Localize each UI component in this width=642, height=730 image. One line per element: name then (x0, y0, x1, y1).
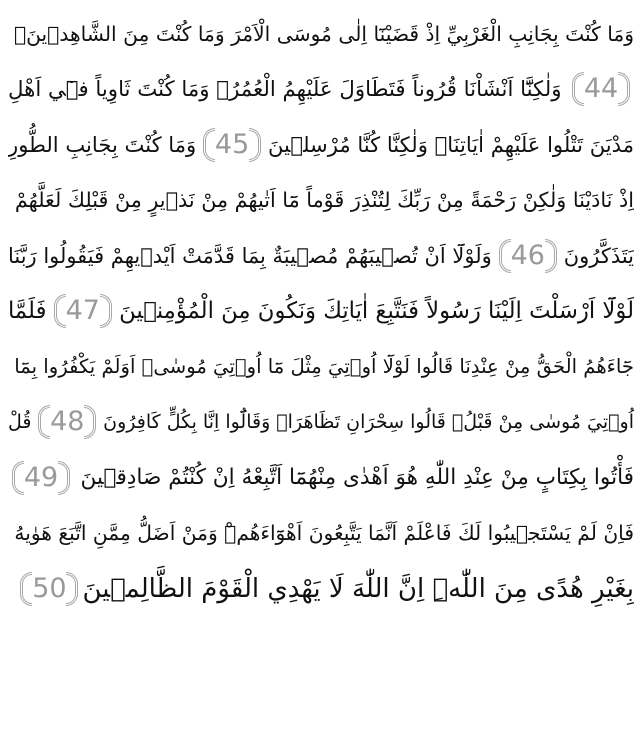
verse-text: فَأْتُوا بِكِتَابٍ مِنْ عِنْدِ اللّٰهِ هُوَ اَهْدٰى مِنْهُمَٓا اَتَّبِعْهُ اِنْ كُنْتُمْ صَادِق۪ينَ (80, 465, 634, 491)
ornament-bracket-icon (203, 128, 215, 162)
ornament-bracket-icon (20, 572, 32, 606)
ornament-bracket-icon (54, 294, 66, 328)
ornament-bracket-icon (12, 461, 24, 495)
text-line (8, 173, 634, 229)
verse-text: وَلٰكِنَّٓا اَنْشَاْنَا قُرُوناً فَتَطَاوَلَ عَلَيْهِمُ الْعُمُرُۚ وَمَا كُنْتَ ثَاوِياً ف۪ٓي اَهْلِ (8, 76, 562, 102)
verse-text: جَٓاءَهُمُ الْحَقُّ مِنْ عِنْدِنَا قَالُوا لَوْلَٓا اُو۫تِيَ مِثْلَ مَٓا اُو۫تِيَ مُوسٰىۜ اَوَلَمْ يَكْفُرُوا بِمَٓا (14, 355, 634, 379)
ayah-number: 47 (65, 295, 100, 327)
verse-text: لَوْلَٓا اَرْسَلْتَ اِلَيْنَا رَسُولاً فَنَتَّبِعَ اٰيَاتِكَ وَنَكُونَ مِنَ الْمُؤْمِن۪ينَ (119, 298, 634, 325)
text-line (8, 62, 634, 118)
text-line (8, 6, 634, 62)
verse-text: اِذْ نَادَيْنَا وَلٰكِنْ رَحْمَةً مِنْ رَبِّكَ لِتُنْذِرَ قَوْماً مَٓا اَتٰيهُمْ مِنْ نَذ۪يرٍ مِنْ قَبْلِكَ لَعَلَّهُمْ (14, 188, 634, 213)
verse-text: بِغَيْرِ هُدًى مِنَ اللّٰهِۜ اِنَّ اللّٰهَ لَا يَهْدِي الْقَوْمَ الظَّالِم۪ينَ (82, 573, 634, 604)
ayah-number: 49 (23, 461, 59, 493)
ayah-number: 45 (214, 128, 250, 160)
ayah-number-marker (499, 239, 557, 273)
verse-text: وَلَوْلَٓا اَنْ تُص۪يبَهُمْ مُص۪يبَةٌ بِمَا قَدَّمَتْ اَيْد۪يهِمْ فَيَقُولُوا رَبَّنَا (8, 243, 492, 268)
ayah-number-marker (54, 294, 112, 328)
ayah-number: 46 (510, 239, 545, 271)
ayah-number: 44 (583, 73, 619, 105)
ayah-number-marker (12, 461, 70, 495)
ayah-number-marker (572, 72, 630, 106)
text-line (8, 506, 634, 562)
verse-text: فَاِنْ لَمْ يَسْتَج۪يبُوا لَكَ فَاعْلَمْ اَنَّمَا يَتَّبِعُونَ اَهْوَٓاءَهُمْۜ وَمَنْ اَضَلُّ مِمَّنِ اتَّبَعَ هَوٰيهُ (14, 521, 634, 546)
text-line (8, 339, 634, 395)
verse-text: فَلَمَّا (8, 298, 47, 325)
ornament-bracket-icon (572, 72, 584, 106)
ayah-number: 50 (32, 572, 67, 604)
ornament-bracket-icon (499, 239, 511, 273)
text-line (8, 450, 634, 506)
ornament-bracket-icon (100, 294, 112, 328)
ornament-bracket-icon (249, 128, 261, 162)
ornament-bracket-icon (618, 72, 630, 106)
text-line (8, 228, 634, 284)
text-line (8, 284, 634, 340)
ornament-bracket-icon (84, 405, 96, 439)
verse-text: اُو۫تِيَ مُوسٰى مِنْ قَبْلُۚ قَالُوا سِحْرَانِ تَظَاهَرَاࣞ وَقَالُٓوا اِنَّا بِكُلٍّ كَافِرُونَ (103, 411, 634, 434)
text-line (8, 395, 634, 451)
ayah-number-marker (203, 128, 261, 162)
verse-text: قُلْ (8, 411, 32, 434)
ayah-number: 48 (50, 406, 85, 438)
verse-text: وَمَا كُنْتَ بِجَانِبِ الْغَرْبِيِّ اِذْ قَضَيْنَٓا اِلٰى مُوسَى الْاَمْرَ وَمَا كُنْتَ مِنَ الشَّاهِد۪ينَۙ (13, 21, 634, 46)
ornament-bracket-icon (545, 239, 557, 273)
ornament-bracket-icon (58, 461, 70, 495)
ayah-number-marker (20, 572, 78, 606)
ornament-bracket-icon (66, 572, 78, 606)
verse-text: يَتَذَكَّرُونَ (563, 243, 634, 268)
verse-text: وَمَا كُنْتَ بِجَانِبِ الطُّورِ (8, 132, 197, 158)
text-line (8, 117, 634, 173)
ayah-number-marker (38, 405, 96, 439)
verse-text: مَدْيَنَ تَتْلُوا عَلَيْهِمْ اٰيَاتِنَاۙ وَلٰكِنَّا كُنَّا مُرْسِل۪ينَ (268, 132, 634, 158)
text-line (8, 561, 634, 617)
ornament-bracket-icon (38, 405, 50, 439)
